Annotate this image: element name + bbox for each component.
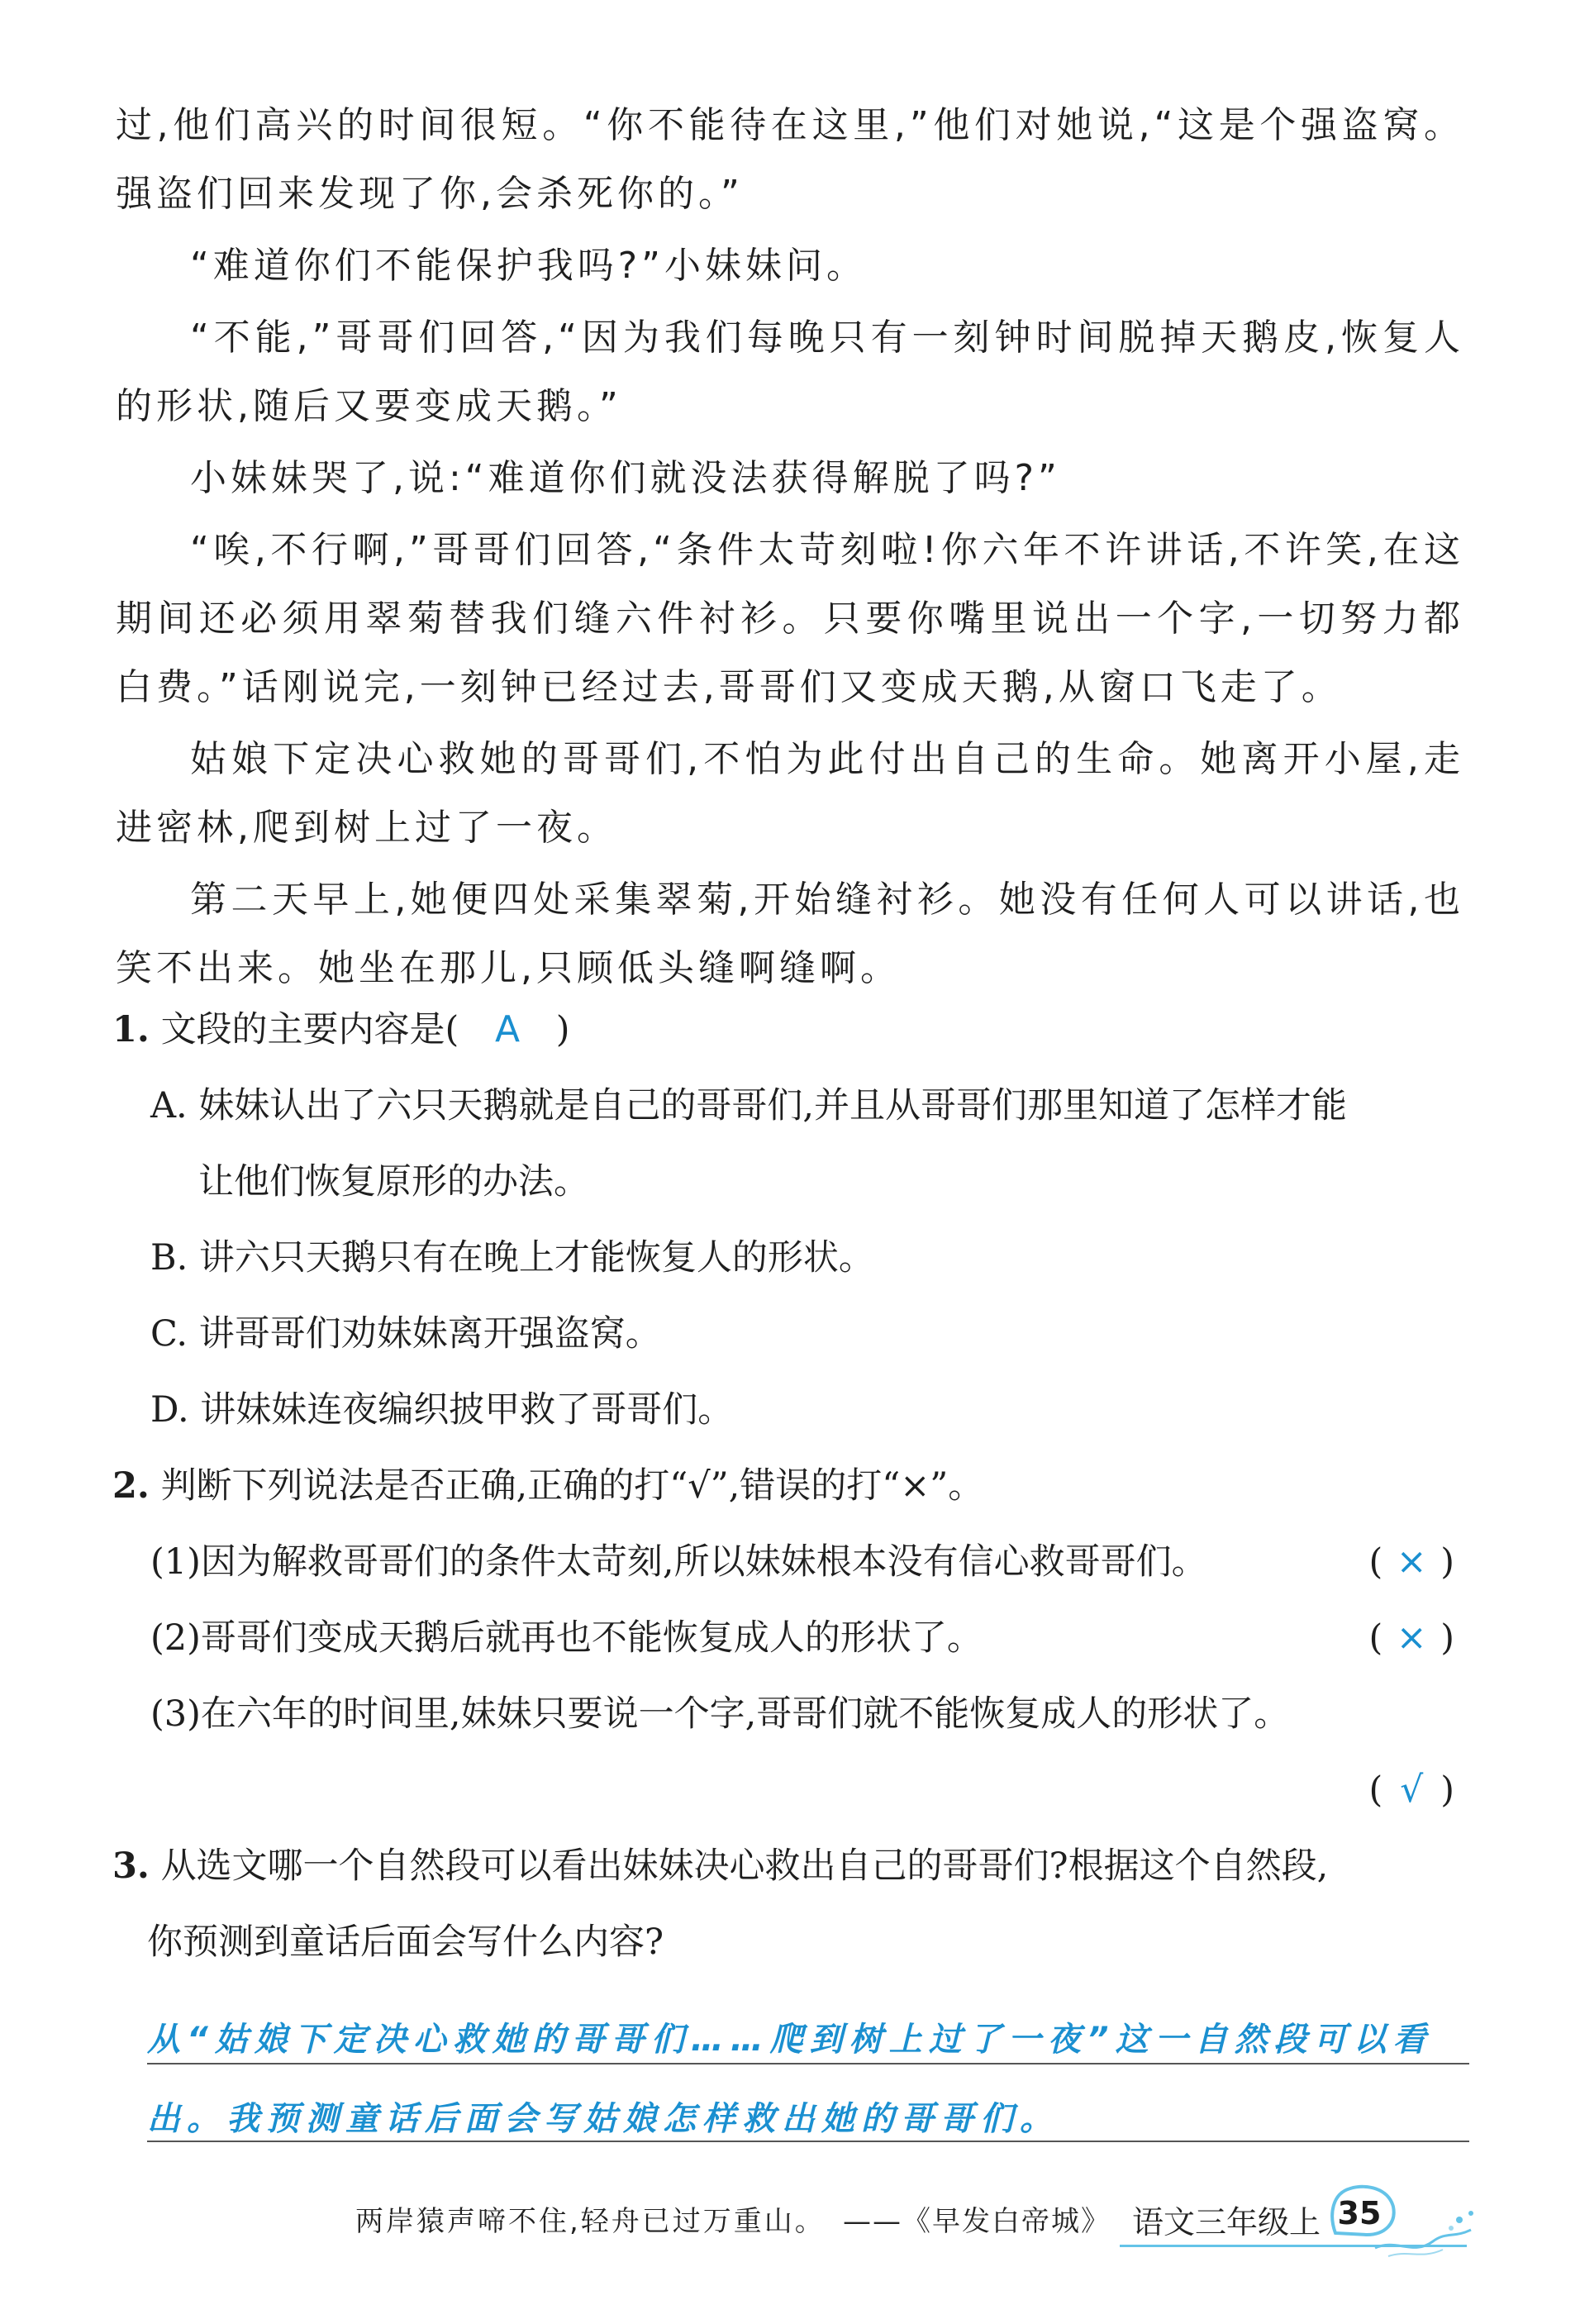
judge-item-3-box-row xyxy=(112,1752,1468,1828)
passage-paragraph-7: 第二天早上,她便四处采集翠菊,开始缝衬衫。她没有任何人可以讲话,也笑不出来。她坐在那儿,只顾低头缝啊缝啊。 xyxy=(116,879,1464,989)
judge-item-1-mark[interactable]: × xyxy=(1396,1541,1427,1583)
judge-item-3-text: (3)在六年的时间里,妹妹只要说一个字,哥哥们就不能恢复成人的形状了。 xyxy=(150,1693,1290,1735)
judge-item-2-text: (2)哥哥们变成天鹅后就再也不能恢复成人的形状了。 xyxy=(150,1617,983,1659)
judge-item-3 xyxy=(112,1676,1468,1752)
judge-item-2-box: ( × ) xyxy=(1330,1600,1468,1676)
question-1-answer[interactable]: A xyxy=(494,1008,521,1050)
passage-paragraph-3: “不能,”哥哥们回答,“因为我们每晚只有一刻钟时间脱掉天鹅皮,恢复人的形状,随后又要变成天鹅。” xyxy=(116,317,1464,427)
judge-item-3-box: ( √ ) xyxy=(1330,1752,1468,1828)
passage-paragraph-5: “唉,不行啊,”哥哥们回答,“条件太苛刻啦!你六年不许讲话,不许笑,在这期间还必须用翠菊替我们缝六件衬衫。只要你嘴里说出一个字,一切努力都白费。”话刚说完,一刻钟已经过去,哥哥们又变成天鹅,从窗口飞走了。 xyxy=(116,529,1464,708)
judge-item-1-text: (1)因为解救哥哥们的条件太苛刻,所以妹妹根本没有信心救哥哥们。 xyxy=(150,1541,1207,1583)
question-3-stem xyxy=(112,1828,1468,1904)
judge-item-2-mark[interactable]: × xyxy=(1396,1617,1427,1659)
questions-section xyxy=(112,992,1468,1980)
question-1-text: 文段的主要内容是( xyxy=(160,1009,459,1050)
option-d: D. 讲妹妹连夜编织披甲救了哥哥们。 xyxy=(150,1389,734,1431)
page-footer xyxy=(0,2172,1580,2271)
answer-rule-1 xyxy=(147,2063,1469,2064)
question-2-stem xyxy=(112,1448,1468,1524)
question-3-answer-line2[interactable]: 出。我预测童话后面会写姑娘怎样救出她的哥哥们。 xyxy=(147,2100,1059,2138)
wave-decoration-icon xyxy=(1372,2205,1479,2263)
question-3-text-line1: 从选文哪一个自然段可以看出妹妹决心救出自己的哥哥们?根据这个自然段, xyxy=(160,1845,1329,1887)
question-1-number: 1. xyxy=(112,1009,150,1050)
question-2-text: 判断下列说法是否正确,正确的打“√”,错误的打“×”。 xyxy=(160,1465,984,1507)
judge-item-2 xyxy=(112,1600,1468,1676)
footer-book-title: 语文三年级上 xyxy=(1132,2204,1321,2241)
judge-item-1-box: ( × ) xyxy=(1330,1524,1468,1600)
question-2-number: 2. xyxy=(112,1465,150,1507)
passage-paragraph-6: 姑娘下定决心救她的哥哥们,不怕为此付出自己的生命。她离开小屋,走进密林,爬到树上过了一夜。 xyxy=(116,738,1464,849)
question-1-stem xyxy=(112,992,1468,1068)
page-number: 35 xyxy=(1337,2195,1382,2231)
option-a-line1: A. 妹妹认出了六只天鹅就是自己的哥哥们,并且从哥哥们那里知道了怎样才能 xyxy=(150,1085,1348,1126)
reading-passage xyxy=(116,91,1464,1006)
question-3-stem-line2: 你预测到童话后面会写什么内容? xyxy=(147,1922,664,1963)
option-c: C. 讲哥哥们劝妹妹离开强盗窝。 xyxy=(150,1313,661,1355)
question-3-answer-line1[interactable]: 从“姑娘下定决心救她的哥哥们……爬到树上过了一夜”这一自然段可以看 xyxy=(147,2021,1433,2059)
answer-rule-2 xyxy=(147,2141,1469,2142)
option-b: B. 讲六只天鹅只有在晚上才能恢复人的形状。 xyxy=(150,1237,874,1279)
footer-poem: 两岸猿声啼不住,轻舟已过万重山。 xyxy=(355,2205,826,2238)
judge-item-3-mark[interactable]: √ xyxy=(1400,1769,1424,1811)
footer-poem-source: ——《早发白帝城》 xyxy=(843,2205,1111,2238)
question-1-close-paren: ) xyxy=(555,1009,570,1050)
passage-paragraph-1: 过,他们高兴的时间很短。“你不能待在这里,”他们对她说,“这是个强盗窝。强盗们回来发现了你,会杀死你的。” xyxy=(116,104,1464,215)
passage-paragraph-4: 小妹妹哭了,说:“难道你们就没法获得解脱了吗?” xyxy=(190,457,1061,499)
judge-item-1 xyxy=(112,1524,1468,1600)
passage-paragraph-2: “难道你们不能保护我吗?”小妹妹问。 xyxy=(190,245,867,287)
option-a-line2: 让他们恢复原形的办法。 xyxy=(198,1161,589,1202)
question-3-number: 3. xyxy=(112,1845,150,1887)
